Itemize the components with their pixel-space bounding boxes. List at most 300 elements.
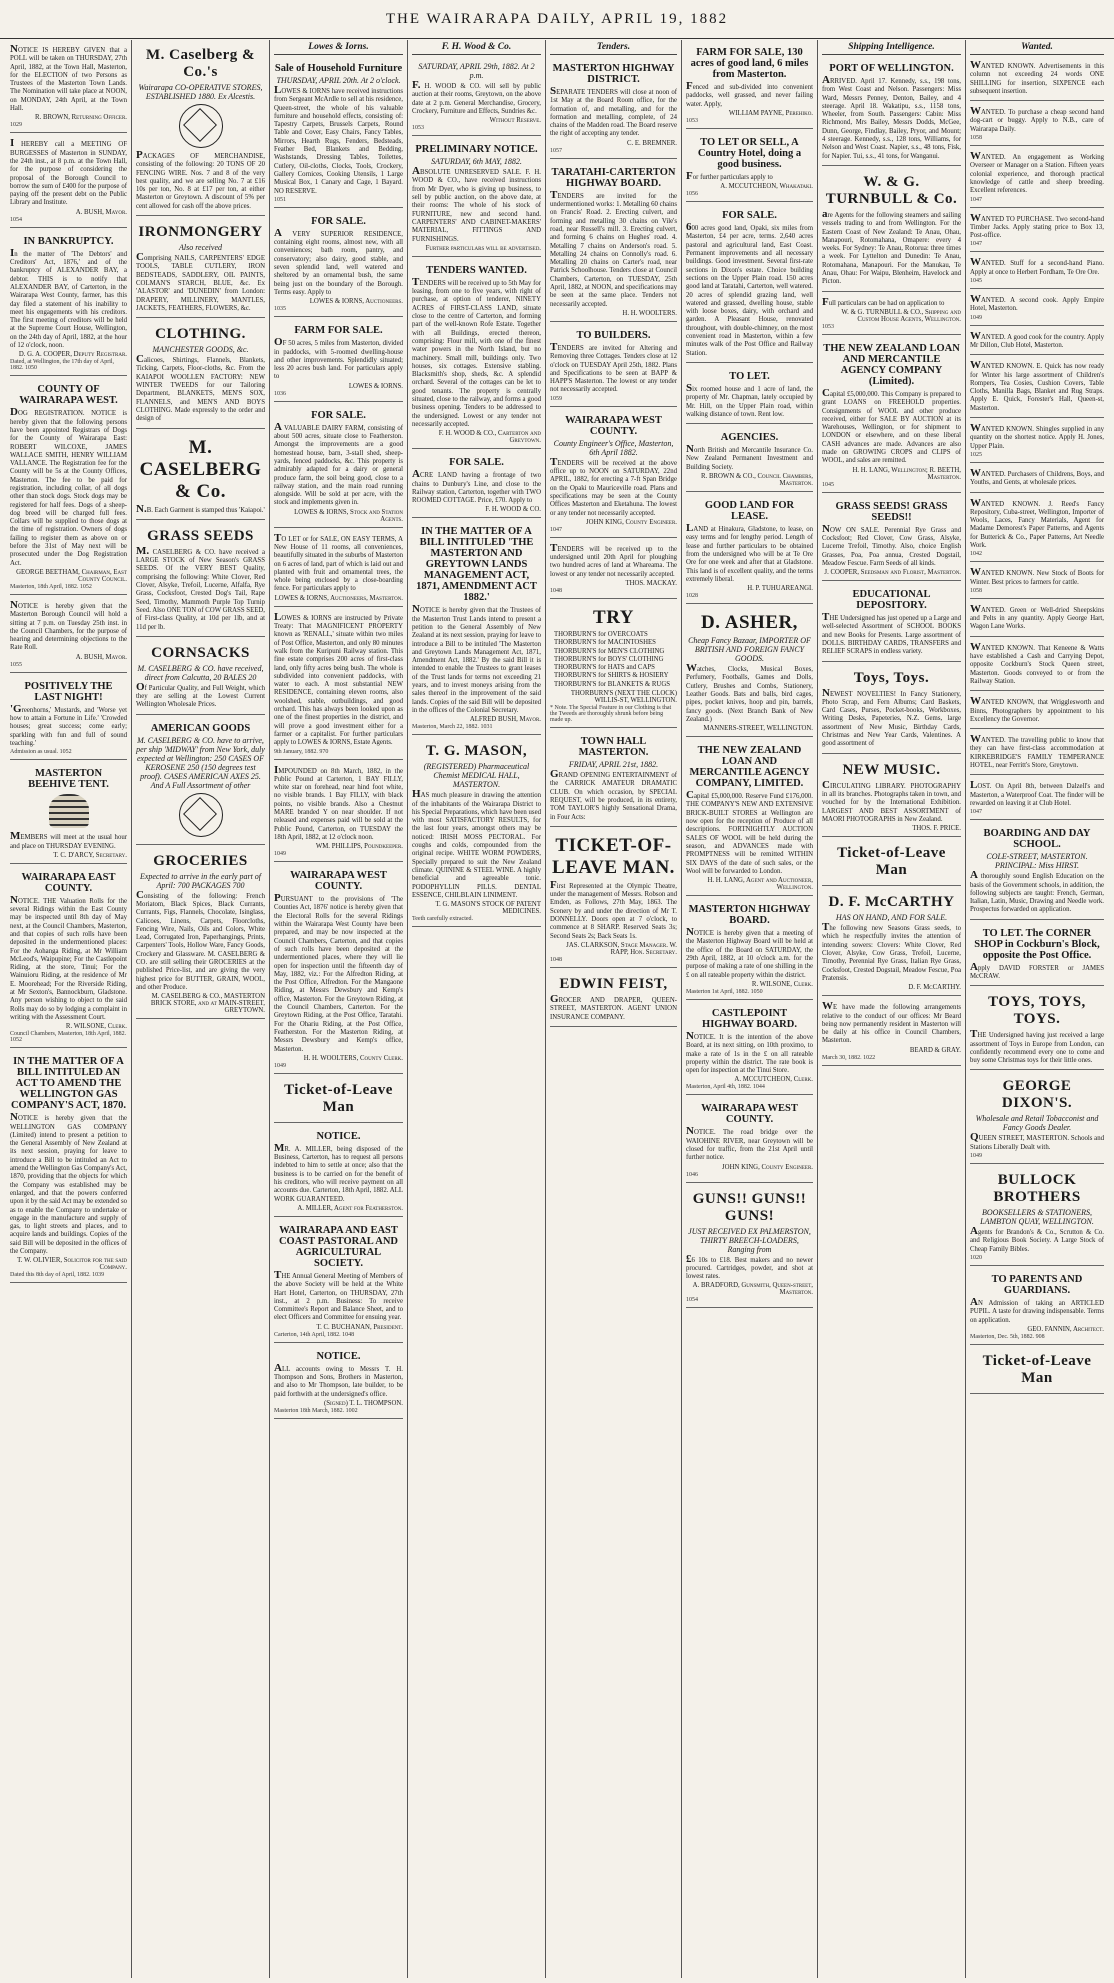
- advertisement: [550, 541, 677, 599]
- ad-footer: Dated, at Wellington, the 17th day of April, 1882. 1050: [10, 359, 115, 372]
- ad-body-text: WANTED. A good cook for the country. Apply Mr Dillon, Club Hotel, Masterton.: [970, 329, 1104, 349]
- ad-body-text: GRAND OPENING ENTERTAINMENT of the CARRICK AMATEUR DRAMATIC CLUB. On which occasion, by SPECIAL REQUEST, will be produced, in its entirety, TOM TAYLOR'S highly Sensational Drama, in Four Acts:: [550, 768, 677, 821]
- ad-footer: 1042: [970, 551, 982, 558]
- ad-title: Ticket-of-Leave Man: [284, 1081, 393, 1115]
- ad-title: BULLOCK BROTHERS: [993, 1172, 1081, 1206]
- column-3: [270, 40, 408, 1978]
- ad-subtitle: FRIDAY, APRIL 21st, 1882.: [568, 760, 659, 770]
- ad-body-text: WANTED KNOWN. Shingles supplied in any quantity on the shortest notice. Apply H. Jones, Upper Plain.: [970, 422, 1104, 450]
- ad-body-text: Calicoes, Shirtings, Flannels, Blankets, Ticking, Carpets, Floor-cloths, &c. From the KAIAPOI WOOLLEN FACTORY: NEW WINTER TWEEDS for our Tailoring Department, BLANKETS, MEN'S SOX, FLANNELS, and MEN'S AND BOYS CLOTHING. Made expressly to the order and design of: [136, 353, 265, 423]
- ad-footer: 1056: [686, 191, 698, 198]
- ad-title: TRY: [593, 606, 634, 628]
- ad-signature: D. G. A. COOPER, Deputy Registrar.: [18, 351, 127, 359]
- ad-title: IN THE MATTER OF A BILL INTITULED AN ACT TO AMEND THE WELLINGTON GAS COMPANY'S ACT, 1870.: [10, 1056, 127, 1112]
- advertisement: [274, 320, 403, 401]
- ad-footer: Carterton, 14th April, 1882. 1048: [274, 1331, 355, 1338]
- ad-subtitle: Cheap Fancy Bazaar, IMPORTER OF BRITISH AND FOREIGN FANCY GOODS.: [688, 636, 811, 664]
- ad-title: CASTLEPOINT HIGHWAY BOARD.: [702, 1007, 797, 1030]
- ad-signature: A. MILLER, Agent for Featherston.: [297, 1204, 403, 1212]
- advertisement: [550, 410, 677, 538]
- advertisement: [550, 731, 677, 827]
- ad-signature: LOWES & IORNS, Auctioneers, Masterton.: [274, 594, 403, 602]
- advertisement: [550, 58, 677, 159]
- advertisement: [970, 211, 1104, 253]
- ad-title: GROCERIES: [153, 852, 248, 869]
- ad-signature: THOS. F. PRICE.: [912, 825, 961, 833]
- ad-signature: LOWES & IORNS.: [348, 382, 403, 390]
- ad-body-text: WANTED KNOWN. J. Reed's Fancy Repository, Cuba-street, Wellington, Importer of Wools, Laces, Fancy Materials, Agent for Madame Demorest's Paper Patterns, and Agents for Butterick & Co., Paper Patterns, Art Needle Work.: [970, 496, 1104, 549]
- ad-signature: MANNERS-STREET, WELLINGTON.: [703, 725, 813, 733]
- ad-body-text: HAS much pleasure in drawing the attention of the inhabitants of the Wairarapa District to his Special Preparations, which have been used with most SATISFACTORY RESULTS, for the last four years, amongst others may be noticed: IRISH MOSS PECTORAL. For coughs and colds, compounded from the original recipe. WHITE WORM POWDERS, Specially prepared to suit the New Zealand climate. QUININE & STEEL WINE. A highly beneficial and agreeable tonic. PODOPHYLLIN PILLS. DENTAL ESSENCE, CHILBLAIN LINIMENT.: [412, 788, 541, 899]
- ad-body-text: WANTED TO PURCHASE. Two second-hand Timber Jacks. Apply stating price to Box 13, Post-office.: [970, 211, 1104, 240]
- ad-title: PORT OF WELLINGTON.: [829, 63, 954, 74]
- advertisement: [970, 1167, 1104, 1266]
- advertisement: [970, 358, 1104, 418]
- advertisement: [412, 452, 541, 518]
- column-1: [6, 40, 132, 1978]
- ad-title: TARATAHI-CARTERTON HIGHWAY BOARD.: [551, 166, 676, 189]
- column-5: [546, 40, 682, 1978]
- ad-footer: 1045: [970, 278, 982, 285]
- ad-title: GUNS!! GUNS!! GUNS!: [692, 1190, 807, 1224]
- advertisement: [970, 496, 1104, 563]
- advertisement: [686, 1098, 813, 1182]
- ad-title: D. ASHER,: [701, 612, 798, 634]
- ad-footer: 9th January, 1882. 970: [274, 748, 329, 755]
- ad-subtitle: Expected to arrive in the early part of April: 700 PACKAGES 700: [139, 871, 262, 890]
- ad-title: BOARDING AND DAY SCHOOL.: [983, 828, 1091, 851]
- ad-body-text: THE Undersigned has just opened up a Large and well-selected Assortment of SCHOOL BOOKS and new Books for Presents. Large assortment of DOLLS. BIRTHDAY CARDS, TRANSFERS and RELIEF SCRAPS in endless variety.: [822, 611, 961, 656]
- advertisement: [274, 1346, 403, 1419]
- ad-signature: Without Reserve.: [489, 117, 541, 125]
- advertisement: [10, 676, 127, 760]
- advertisement: [136, 219, 265, 318]
- ad-title: M. CASELBERG & Co.: [139, 436, 262, 502]
- ad-title: WAIRARAPA AND EAST COAST PASTORAL AND AGRICULTURAL SOCIETY.: [278, 1224, 399, 1269]
- ad-footer: 1047: [970, 241, 982, 248]
- column-heading: Wanted.: [970, 42, 1104, 55]
- ad-title: W. & G. TURNBULL & Co.: [825, 173, 958, 207]
- ad-signature: H. H. WOOLTERS.: [622, 309, 677, 317]
- ad-title: PRELIMINARY NOTICE.: [415, 144, 538, 156]
- ad-footer: Masterton, Dec. 5th, 1882. 908: [970, 1333, 1045, 1340]
- ad-body-text: Capital £5,000,000. Reserve Fund £176,000. THE COMPANY'S NEW AND EXTENSIVE BRICK-BUILT STORES at Wellington are now open for the reception of Produce of all descriptions. FORTNIGHTLY AUCTION SALES OF WOOL will be held during the season, and ADVANCES made with PROMPTNESS will be remitted WITHIN SIX DAYS of the date of such sales, or the Wool will be forwarded to London.: [686, 789, 813, 875]
- advertisement: [822, 338, 961, 493]
- ad-signature: GEO. FANNIN, Architect.: [1027, 1325, 1104, 1333]
- ad-body-text: Agents for Brandon's & Co., Scrutton & Co. and Religious Book Society. A Large Stock of Cheap Family Bibles.: [970, 1225, 1104, 1253]
- ad-title: GRASS SEEDS: [147, 527, 254, 544]
- ad-title: POSITIVELY THE LAST NIGHT!: [24, 680, 113, 703]
- advertisement: [412, 521, 541, 735]
- ad-title: TO LET OR SELL, A Country Hotel, doing a good business.: [697, 136, 802, 170]
- ad-body-text: ARRIVED. April 17. Kennedy, s.s., 198 tons, from West Coast and Nelson. Passengers: Miss Ward, Messrs Penney, Denton, Bailey, and 4 steerage. April 18. Wakatipu, s.s., 1158 tons, Wheeler, from South. Passengers: Cabin: Miss Richmond, Mrs Bailey, Messrs Dodds, McGee, Dunn, George, Findlay, Bailey, Pryor, and Mount; 4 steerage. Kennedy, s.s., 128 tons, Williams, for Nelson and West Coast. Napier, s.s., 48 tons, Fisk, for Napier. Tui, s.s., 41 tons, for Wanganui.: [822, 74, 961, 160]
- ad-body-text: WANTED KNOWN. New Stock of Boots for Winter. Best prices to farmers for cattle.: [970, 566, 1104, 586]
- ad-body-text: are Agents for the following steamers and sailing vessels trading to and from Wellington. For the Eastern Coast of New Zealand: Te Anau, Ohau, Manapouri, Rotomahana, Omapere: every 4 weeks. For Sydney: Te Anau, Rotorua: three times a week. For Lyttelton and Dunedin: Te Anau, Rotomahana, Manapouri. For the Manukau, Te Anau, Ohau: For Waipu, Blenheim, Havelock and Picton.: [822, 207, 961, 286]
- ad-body-text: CIRCULATING LIBRARY. PHOTOGRAPHY in all its branches. Photographs taken in town, and vouched for by the International Exhibition. LARGEST AND BEST ASSORTMENT of MAORI PHOTOGRAPHS in New Zealand.: [822, 778, 961, 823]
- advertisement: [970, 329, 1104, 356]
- advertisement: [970, 989, 1104, 1070]
- ad-body-text: WANTED KNOWN, that Wrigglesworth and Binns, Photographers by appointment to his Excellency the Governor.: [970, 695, 1104, 723]
- advertisement: [686, 740, 813, 896]
- ad-title: IN BANKRUPTCY.: [23, 235, 114, 247]
- ad-body-text: THE Undersigned having just received a large assortment of Toys in Europe from London, can confidently recommend every one to come and buy some Christmas toys for their little ones.: [970, 1028, 1104, 1065]
- advertisement: [136, 848, 265, 1020]
- ad-subtitle: SATURDAY, APRIL 29th, 1882. At 2 p.m.: [418, 62, 535, 80]
- ad-list-item: THORBURN'S for HATS and CAPS: [554, 664, 655, 672]
- ad-footer: 1049: [274, 1062, 286, 1069]
- ad-title: MASTERTON HIGHWAY BOARD.: [688, 904, 811, 927]
- ad-title: CORNSACKS: [151, 644, 250, 661]
- ad-footer: 1036: [274, 390, 286, 397]
- beehive-icon: [49, 794, 89, 828]
- ad-body-text: F. H. WOOD & CO. will sell by public auction at their rooms, Greytown, on the above date at 2 p.m. General Merchandise, Grocery, Crockery, Furniture and Effects, Sundries &c.: [412, 79, 541, 115]
- ad-footer: 1035: [274, 306, 286, 313]
- ad-body-text: NEWEST NOVELTIES! In Fancy Stationery, Photo Scrap, and Fern Albums; Card Baskets, Card Cases, Purses, Pocket-books, Workboxes, Writing Desks, Papeteries, N.Z. Gems, large assortment of New Music, Birthday Cards, Christmas and New Year Cards, Valentines. A good assortment of: [822, 686, 961, 748]
- advertisement: [274, 610, 403, 760]
- ad-signature: R. WILSONE, Clerk.: [751, 980, 813, 988]
- ad-signature: (Signed) T. L. THOMPSON.: [324, 1399, 403, 1407]
- ad-title: IN THE MATTER OF A BILL INTITULED 'THE MASTERTON AND GREYTOWN LANDS MANAGEMENT ACT, 1871, AMENDMENT ACT 1882.': [416, 526, 537, 604]
- advertisement: [274, 1220, 403, 1343]
- advertisement: [822, 999, 961, 1065]
- ad-signature: H. H. LANG, Wellington; R. BEETH, Masterton.: [852, 466, 961, 481]
- advertisement: [136, 640, 265, 715]
- ad-body-text: For further particulars apply to: [686, 169, 773, 182]
- ad-signature: A. BUSH, Mayor.: [75, 208, 127, 216]
- ad-subtitle: JUST RECEIVED EX PALMERSTON, THIRTY BREECH-LOADERS, Ranging from: [688, 1226, 811, 1254]
- ad-subtitle: (REGISTERED) Pharmaceutical Chemist MEDICAL HALL, MASTERTON.: [423, 762, 530, 790]
- ad-body-text: North British and Mercantile Insurance Co. New Zealand Permanent Investment and Building Society.: [686, 443, 813, 471]
- advertisement: [686, 899, 813, 1000]
- advertisement: [550, 325, 677, 407]
- advertisement: [970, 58, 1104, 101]
- advertisement: [970, 778, 1104, 820]
- ad-body-text: N.B. Each Garment is stamped thus 'Kaiapoi.': [136, 502, 265, 515]
- ad-list: [550, 631, 677, 689]
- advertisement: [822, 665, 961, 754]
- ad-signature: JAS. CLARKSON, Stage Manager. W. RAPP, Hon. Secretary.: [566, 941, 677, 956]
- advertisement: [10, 231, 127, 377]
- advertisement: [550, 602, 677, 728]
- ad-list-item: THORBURN'S for BOYS' CLOTHING: [554, 655, 664, 663]
- ad-list-item: THORBURN'S for BLANKETS & RUGS: [554, 680, 671, 688]
- ad-body-text: LOST. On April 8th, between Dalzell's and Masterton, a Waterproof Coat. The finder will be rewarded on leaving it at Club Hotel.: [970, 779, 1104, 807]
- ad-title: EDWIN FEIST,: [559, 975, 668, 992]
- ad-title: WAIRARAPA WEST COUNTY.: [565, 414, 662, 437]
- ad-body-text: First Represented at the Olympic Theatre, under the management of Messrs. Robson and Emden, as Follows, 27th May, 1863. The Scenery by and under the direction of Mr T. DONNELLY. Doors open at 7 o'clock, to commence at 8 SHARP. Reserved Seats 3s; Second Seats 2s; Back Seats 1s.: [550, 878, 677, 940]
- ad-body-text: WANTED. A second cook. Apply Empire Hotel, Masterton.: [970, 293, 1104, 313]
- advertisement: [10, 867, 127, 1048]
- ad-signature: D. F. McCARTHY.: [908, 984, 961, 992]
- advertisement: [274, 405, 403, 528]
- ad-title: NEW MUSIC.: [842, 761, 941, 778]
- advertisement: [412, 139, 541, 257]
- ad-footer: 1055: [10, 661, 22, 668]
- advertisement: [686, 1003, 813, 1095]
- advertisement: [970, 565, 1104, 599]
- ad-body-text: NOTICE is hereby given that the Trustees of the Masterton Trust Lands intend to present a petition to the General Assembly of New Zealand at its next session, praying for leave to introduce a Bill to be intituled 'The Masterton and Greytown Lands Management Act, 1871, Amendment Act, 1882.' By the said Bill it is intended to enable the Trustees to grant leases of the Trust lands for terms not exceeding 21 years, and to invest moneys arising from the sales thereof in the improvement of the said lands. Copies of the said Bill will be deposited in the offices of the Colonial Secretary.: [412, 603, 541, 714]
- ad-body-text: NOTICE is hereby given that the WELLINGTON GAS COMPANY (Limited) intend to present a petition to the General Assembly of New Zealand at its next session, praying for leave to introduce a Bill to be intituled an Act to amend the Wellington Gas Company's Act, 1870, providing that the objects for which the Company was established may be enlarged, and that the powers conferred upon it by the said Act may be extended so as to enable the Company to undertake or engage in the manufacture and supply of gas, to light streets and places, and to acquire lands and buildings. Copies of the said Bill will be deposited in the offices of the Company.: [10, 1111, 127, 1256]
- advertisement: [136, 523, 265, 637]
- advertisement: [274, 58, 403, 208]
- ad-signature: C. E. BREMNER.: [626, 139, 677, 147]
- ad-body-text: NOTICE is hereby given that a meeting of the Masterton Highway Board will be held at the office of the Board on SATURDAY, the 29th April, 1882, at 10 o'clock a.m. for the purpose of making a rate of one shilling in the £ on all rateable property within the district.: [686, 926, 813, 979]
- ad-signature: LOWES & IORNS, Auctioneers.: [309, 298, 403, 306]
- ad-signature: A. BUSH, Mayor.: [75, 653, 127, 661]
- advertisement: [274, 1077, 403, 1123]
- ad-footer: Masterton 18th March, 1882. 1002: [274, 1407, 358, 1414]
- ad-signature: WM. PHILLIPS, Poundkeeper.: [315, 843, 403, 851]
- ad-title: MASTERTON HIGHWAY DISTRICT.: [552, 63, 675, 85]
- advertisement: [970, 1348, 1104, 1394]
- advertisement: [970, 694, 1104, 729]
- ad-signature: A. MCCUTCHEON, Clerk.: [734, 1076, 813, 1084]
- ad-title: WAIRARAPA WEST COUNTY.: [701, 1103, 798, 1126]
- ad-signature: W. & G. TURNBULL & CO., Shipping and Custom House Agents, Wellington.: [841, 308, 961, 323]
- advertisement: [822, 169, 961, 292]
- ad-footer: 1049: [970, 1153, 982, 1160]
- advertisement: [970, 421, 1104, 463]
- column-7: [818, 40, 966, 1978]
- ad-footer: Admission as usual. 1052: [10, 749, 72, 756]
- ad-title: AGENCIES.: [720, 432, 779, 444]
- column-heading: Lowes & Iorns.: [274, 42, 403, 55]
- column-8: [966, 40, 1108, 1978]
- ad-signature: WILLIAM PAYNE, Perehiko.: [728, 109, 813, 117]
- ad-body-text: WANTED KNOWN. Advertisements in this column not exceeding 24 words ONE SHILLING for insertion, SIXPENCE each subsequent insertion.: [970, 59, 1104, 95]
- ad-signature: JOHN KING, County Engineer.: [722, 1163, 813, 1171]
- ad-footer: 1025: [970, 451, 982, 458]
- advertisement: [10, 379, 127, 595]
- ad-title: GOOD LAND FOR LEASE.: [704, 500, 795, 523]
- ad-footer: 1049: [274, 851, 286, 858]
- advertisement: [970, 104, 1104, 146]
- ad-signature: T. C. BUCHANAN, President.: [316, 1323, 403, 1331]
- advertisement: [10, 1051, 127, 1283]
- ad-signature: F. H. WOOD & CO., Carterton and Greytown.: [438, 430, 541, 445]
- ad-footer: 1053: [686, 117, 698, 124]
- advertisement: [970, 1073, 1104, 1164]
- ad-title: FOR SALE.: [449, 457, 504, 469]
- advertisement: [970, 292, 1104, 326]
- advertisement: [274, 763, 403, 863]
- ad-body-text: TO LET or for SALE, ON EASY TERMS, A New House of 11 rooms, all conveniences, beautifully situated in the suburbs of Masterton on 6 acres of land, part of which is laid out and planted with fruit and ornamental trees, the whole being enclosed by a close-boarding fence. For particulars apply to: [274, 531, 403, 593]
- ad-body-text: Fenced and sub-divided into convenient paddocks, well grassed, and never failing water. Apply,: [686, 80, 813, 108]
- ad-title: CLOTHING.: [155, 326, 246, 343]
- ad-list-item: THORBURN'S for MACINTOSHES: [554, 639, 656, 647]
- advertisement: [686, 42, 813, 129]
- advertisement: [686, 366, 813, 424]
- ad-footer: Masterton 1st April, 1882. 1050: [686, 988, 763, 995]
- ad-body-text: Apply DAVID FORSTER or JAMES McCRAW.: [970, 960, 1104, 980]
- advertisement: [10, 598, 127, 673]
- ad-footer: Masterton, April 4th, 1882. 1044: [686, 1084, 765, 1091]
- ad-title: GEORGE DIXON'S.: [1001, 1078, 1073, 1112]
- ad-body-text: WANTED. Green or Well-dried Sheepskins and Pelts in any quantity. Apply George Hart, Wagon Lane Works.: [970, 602, 1104, 631]
- ad-body-text: Comprising NAILS, CARPENTERS' EDGE TOOLS, TABLE CUTLERY, IRON BEDSTEADS, SADDLERY, OIL PAINTS, COLMAN'S STARCH, BLUE, &c. Ex 'ALASTOR' and 'DUNEDIN' from London: DRAPERY, MILLINERY, MANTLES, JACKETS, FEATHERS, FLOWERS, &c.: [136, 251, 265, 312]
- advertisement: [412, 58, 541, 136]
- column-heading: Shipping Intelligence.: [822, 42, 961, 55]
- ad-footer: Masterton, March 22, 1882. 1031: [412, 724, 493, 731]
- ad-signature: LOWES & IORNS, Stock and Station Agents.: [294, 508, 403, 523]
- ad-footer: 1058: [970, 135, 982, 142]
- advertisement: [970, 923, 1104, 987]
- ad-signature: GEORGE BEETHAM, Chairman, East County Council.: [16, 568, 127, 583]
- ad-signature: ALFRED BUSH, Mayor.: [469, 716, 541, 724]
- ad-footer: 1058: [970, 587, 982, 594]
- ad-body-text: THE Annual General Meeting of Members of the above Society will be held at the White Hart Hotel, Carterton, on THURSDAY, 27th inst., at 2 p.m. Business: To receive Committee's Report and Balance Sheet, and to elect Officers and Committee for ensuing year.: [274, 1268, 403, 1322]
- ad-body-text: PACKAGES OF MERCHANDISE, consisting of the following: 20 TONS OF 20 FENCING WIRE. Nos. 7 and 8 of the very best quality, and we are selling No. 7 at £16 10s per ton, No. 8 at £17 per ton, at either Masterton or Greytown. A discount of 5% per cent allowed for cash off the above prices.: [136, 149, 265, 210]
- ad-body-text: In the matter of 'The Debtors' and Creditors' Act, 1876,' and of the bankruptcy of ALEXANDER BAY, a debtor. THIS is to notify that ALEXANDER BAY, of Carterton, in the Wairarapa West County, farmer, has this day filed a statement of his inability to meet his engagements with his creditors. The first meeting of creditors will be held at the Supreme Court House, Wellington, on the 24th day of April, 1882, at the hour of 12 o'clock, noon.: [10, 246, 127, 350]
- ad-body-text: MEMBERS will meet at the usual hour and place on THURSDAY EVENING.: [10, 830, 127, 850]
- advertisement: [686, 607, 813, 737]
- advertisement: [970, 823, 1104, 919]
- advertisement: [970, 255, 1104, 289]
- advertisement: [550, 830, 677, 968]
- ad-list-item: THORBURN'S for SHIRTS & HOSIERY: [554, 672, 669, 680]
- masthead: THE WAIRARAPA DAILY, APRIL 19, 1882: [0, 0, 1114, 39]
- ad-body-text: NOTICE. The road bridge over the WAIOHINE RIVER, near Greytown will be closed for traffic, from the 21st April until further notice.: [686, 1125, 813, 1162]
- advertisement: [274, 531, 403, 607]
- ad-body-text: WANTED KNOWN. That Keneene & Watts have established a Cash and Carrying Depot, opposite Cockburn's Stock Queen street, Masterton. Goods conveyed to or from the Railway Station.: [970, 640, 1104, 685]
- ad-body-text: WE have made the following arrangements relative to the conduct of our offices: Mr Beard being now permanently resident in Masterton will be daily at his office in Council Chambers, Masterton.: [822, 1000, 961, 1045]
- advertisement: [550, 971, 677, 1027]
- ad-body-text: MR. A. MILLER, being disposed of the Business, Carterton, has to request all persons indebted to him to settle at once; also that the business is to be carried on for the benefit of his creditors, who will receive payment on all accounts due. Carterton, 18th April, 1882. ALL WORK GUARANTEED.: [274, 1141, 403, 1203]
- ad-title: EDUCATIONAL DEPOSITORY.: [852, 589, 931, 612]
- ad-body-text: Watches, Clocks, Musical Boxes, Perfumery, Footballs, Games and Dolls, Cutlery, Brushes and Combs, Stationery, Leather Goods. Bats and balls, bird cages, pipes, pocket knives, hoop and pin, barrels, fancy goods. (Next Branch Bank of New Zealand.): [686, 662, 813, 723]
- ad-body-text: WANTED. An engagement as Working Overseer or Manager on a Station. Fifteen years colonial experience, and thorough practical knowledge of cattle and sheep breeding. Excellent references.: [970, 150, 1104, 195]
- ad-footer: 1046: [686, 1171, 698, 1178]
- ad-title: NOTICE.: [316, 1130, 361, 1142]
- advertisement: [686, 1186, 813, 1309]
- ad-footer: 1053: [822, 323, 834, 330]
- trade-emblem-icon: [179, 104, 223, 148]
- ad-signature: H. H. WOOLTERS, County Clerk.: [303, 1054, 403, 1062]
- ad-footer: Dated this 8th day of April, 1882. 1039: [10, 1272, 105, 1279]
- ad-signature: T. W. OLIVIER, Solicitor for the said Company.: [17, 1257, 127, 1272]
- ad-footer: 1045: [822, 481, 834, 488]
- ad-title: TO LET. The CORNER SHOP in Cockburn's Block, opposite the Post Office.: [974, 927, 1100, 961]
- advertisement: [686, 205, 813, 363]
- ad-body-text: AN Admission of taking an ARTICLED PUPIL. A taste for drawing indispensable. Terms on application.: [970, 1295, 1104, 1324]
- advertisement: [822, 757, 961, 837]
- advertisement: [686, 132, 813, 202]
- ad-footer: 1020: [970, 1254, 982, 1261]
- ad-body-text: NOTICE. It is the intention of the above Board, at its next sitting, on 10th proximo, to make a rate of 1s in the £ on all rateable property within the district. The rate book is open for inspection at the Tinui Store.: [686, 1029, 813, 1075]
- advertisement: [136, 718, 265, 845]
- ad-signature: F. H. WOOD & CO.: [485, 506, 541, 514]
- ad-subtitle: SATURDAY, 6th MAY, 1882.: [431, 157, 522, 167]
- ad-title: TENDERS WANTED.: [426, 264, 527, 276]
- column-2: [132, 40, 270, 1978]
- ad-title: THE NEW ZEALAND LOAN AND MERCANTILE AGENCY COMPANY (Limited).: [823, 342, 960, 387]
- ad-body-text: TENDERS are invited for Altering and Removing three Cottages. Tenders close at 12 o'clock on TUESDAY April 25th, 1882. Plans and Specifications to be seen at BAPP & HAPP'S Masterton. The lowest or any tender not necessarily accepted.: [550, 340, 677, 394]
- ad-footer: 1059: [550, 395, 562, 402]
- ad-subtitle: Wholesale and Retail Tobacconist and Fancy Goods Dealer.: [975, 1114, 1099, 1133]
- ad-title: FARM FOR SALE.: [294, 325, 383, 337]
- ad-body-text: ACRE LAND having a frontage of two chains to Dunbury's Line, and close to the Railway station, Carterton, together with TWO ROOMED COTTAGE. Price, £70. Apply to: [412, 468, 541, 505]
- advertisement: [970, 1269, 1104, 1345]
- ad-footer: Council Chambers, Masterton, 18th April, 1882. 1052: [10, 1031, 127, 1044]
- advertisement: [822, 889, 961, 996]
- ad-body-text: IMPOUNDED on 8th March, 1882, in the Public Pound at Carterton, 1 BAY FILLY, white star on forehead, near hind foot white, no visible brands. 1 Bay FILLY, with black points, no visible brands. Also a Chestnut MARE branded Y on near shoulder. If not released and expenses paid will be sold at the Public Pound, Carterton, on TUESDAY the 18th April, 1882, at 12 o'clock noon.: [274, 763, 403, 841]
- ad-body-text: QUEEN STREET, MASTERTON. Schools and Stations Liberally Dealt with.: [970, 1131, 1104, 1151]
- ad-subtitle: Also received: [178, 243, 222, 253]
- ad-footer: 1053: [412, 125, 424, 132]
- ad-signature: R. BROWN & CO., Council Chambers, Masterton.: [701, 473, 813, 488]
- advertisement: [970, 602, 1104, 637]
- ad-title: TO BUILDERS.: [576, 329, 651, 341]
- ad-title: WAIRARAPA EAST COUNTY.: [21, 871, 116, 894]
- ad-signature: R. WILSONE, Clerk.: [65, 1023, 127, 1031]
- ad-body-text: TENDERS will be received at the above office up to NOON on SATURDAY, 22nd APRIL, 1882, for erecting a 7-ft Span Bridge on the Opaki to Mauriceville road. Plans and specifications may be seen at the County Offices Masterton and Eketahuna. The lowest or any tender not necessarily accepted.: [550, 455, 677, 517]
- ad-footer: March 30, 1882. 1022: [822, 1054, 876, 1061]
- ad-body-text: WANTED. The travelling public to know that they can have first-class accommodation at KIRKEBRIDGE'S FAMILY TEMPERANCE HOTEL, near Ferritt's Store, Greytown.: [970, 733, 1104, 770]
- advertisement: [136, 321, 265, 428]
- advertisement: [970, 640, 1104, 691]
- ad-title: T. G. MASON,: [425, 743, 528, 760]
- ad-signature: R. BROWN, Returning Officer.: [35, 114, 127, 122]
- ad-body-text: SEPARATE TENDERS will close at noon of 1st May at the Board Room office, for the formation of, and metalling, and for the formation and metalling, complete, of 24 chains of the Madden road. The Board reserve the right of accepting any tender.: [550, 85, 677, 138]
- advertisement: [970, 732, 1104, 775]
- advertisement: [274, 211, 403, 317]
- ad-subtitle: HAS ON HAND, AND FOR SALE.: [835, 913, 948, 923]
- ad-footer: Teeth carefully extracted.: [412, 916, 474, 923]
- ad-list-item: THORBURN'S for OVERCOATS: [554, 630, 648, 638]
- ad-footer: 1047: [970, 809, 982, 816]
- ad-list-item: THORBURN'S for MEN'S CLOTHING: [554, 647, 665, 655]
- ad-title: Sale of Household Furniture: [274, 63, 403, 74]
- ad-body-text: A VERY SUPERIOR RESIDENCE, containing eight rooms, almost new, with all conveniences; bath room, pantry, and conservatory; also dairy, good stable, and seven splendid land, well watered and sheltered by an ornamental bush, the same being just on the boundary of the Borough. Terms easy. Apply to: [274, 226, 403, 296]
- ad-title: MASTERTON BEEHIVE TENT.: [28, 768, 109, 791]
- ad-title: TOYS, TOYS, TOYS.: [988, 994, 1086, 1028]
- ad-title: GRASS SEEDS! GRASS SEEDS!!: [835, 500, 948, 523]
- ad-title: COUNTY OF WAIRARAPA WEST.: [19, 384, 118, 407]
- ad-footer: 1028: [686, 593, 698, 600]
- advertisement: [822, 58, 961, 166]
- ad-body-text: I HEREBY call a MEETING OF BURGESSES of Masterton in SUNDAY, the 24th inst., at 8 p.m. at the Town Hall, for the purpose of considering the proposal of the Borough Council to borrow the sum of £400 for the purpose of paying off the present debt on the Public Library and Institute.: [10, 137, 127, 207]
- advertisement: [686, 495, 813, 604]
- ad-body-text: DOG REGISTRATION. NOTICE is hereby given that the following persons have been appointed Registrars of Dogs for the County of Wairarapa East: ROBERT WILCOXE, JAMES WALLACE SMITH, HENRY WILLIAM VALLANCE. The Registration fee for the County will be 5s at the County Offices, Masterton. The fee to be paid for registration, including collar, of all dogs other than stock dogs. Stock dogs may be registered for half fees. Dogs of a sheep-dog breed will be charged full fees. Collars will be supplied to those dogs at the time of registration. Owners of dogs failing to register them as above on or before the 31st of May next will be prosecuted under the Dog Registration Act.: [10, 406, 127, 567]
- ad-footer: * Note. The Special Feature in our Clothing is that the Tweeds are thoroughly shrunk before being made up.: [550, 705, 672, 724]
- advertisement: [686, 427, 813, 492]
- ad-body-text: WANTED. Stuff for a second-hand Piano. Apply at once to Herbert Fordham, Te Ore Ore.: [970, 256, 1104, 276]
- advertisement: [10, 763, 127, 864]
- ad-body-text: TENDERS are invited for the undermentioned works: 1. Metalling 60 chains on Francis' Road. 2. Erecting culvert, and forming and metalling 30 chains on Vile's road, near Russell's mill. 3. Erecting culvert, and forming 6 chains on Hughes' road. 4. Metalling 7 chains on Anderson's road. 5. Metalling 24 chains on Connolly's road. 6. Metalling 20 chains on Carter's road, near Patrick Schoolhouse. Tenders close at Council Chambers, Carterton, on TUESDAY, 25th April, 1882, at NOON, and specifications may be seen at the same place. Tenders not necessarily accepted.: [550, 188, 677, 308]
- ad-title: WAIRARAPA WEST COUNTY.: [290, 870, 387, 893]
- ad-title: M. Caselberg & Co.'s: [145, 47, 256, 80]
- advertisement: [550, 162, 677, 322]
- column-4: [408, 40, 546, 1978]
- ad-signature: T. G. MASON'S STOCK OF PATENT MEDICINES.: [435, 901, 541, 916]
- ad-body-text: TENDERS will be received up to the undersigned until 20th April for ploughing two hundred acres of land at Whareama. The lowest or any tender not necessarily accepted.: [550, 541, 677, 578]
- ad-footer: Masterton, 18th April, 1882. 1052: [10, 583, 92, 590]
- ad-footer: 1047: [550, 526, 562, 533]
- ad-title: IRONMONGERY: [138, 224, 263, 241]
- ad-body-text: WANTED. To purchase a cheap second hand dog-cart or buggy. Apply to N.B., care of Wairarapa Daily.: [970, 105, 1104, 133]
- advertisement: [970, 466, 1104, 493]
- column-6: [682, 40, 818, 1978]
- ad-footer: 1048: [550, 587, 562, 594]
- advertisement: [136, 432, 265, 520]
- ad-signature: BEARD & GRAY.: [909, 1046, 961, 1054]
- ad-body-text: £6 10s to £18. Best makers and no newer procured. Cartridges, powder, and shot at lowest rates.: [686, 1252, 813, 1281]
- ad-title: NOTICE.: [316, 1350, 361, 1362]
- ad-title: TO LET.: [729, 370, 770, 382]
- ad-title: FARM FOR SALE, 130 acres of good land, 6 miles from Masterton.: [690, 47, 809, 80]
- ad-subtitle: THURSDAY, APRIL 20th. At 2 o'clock.: [276, 76, 401, 85]
- ad-body-text: The following new Seasons Grass seeds, to which he respectfully invites the attention of intending sowers: Clovers: White Clover, Red Clover, Alsyke, Cow Grass, Trefoil, Lucerne, Timothy, Perennial Rye Grass, Italian Rye Grass, Cocksfoot, Crested Dogstail, Meadow Fescue, Poa Pratensis.: [822, 921, 961, 982]
